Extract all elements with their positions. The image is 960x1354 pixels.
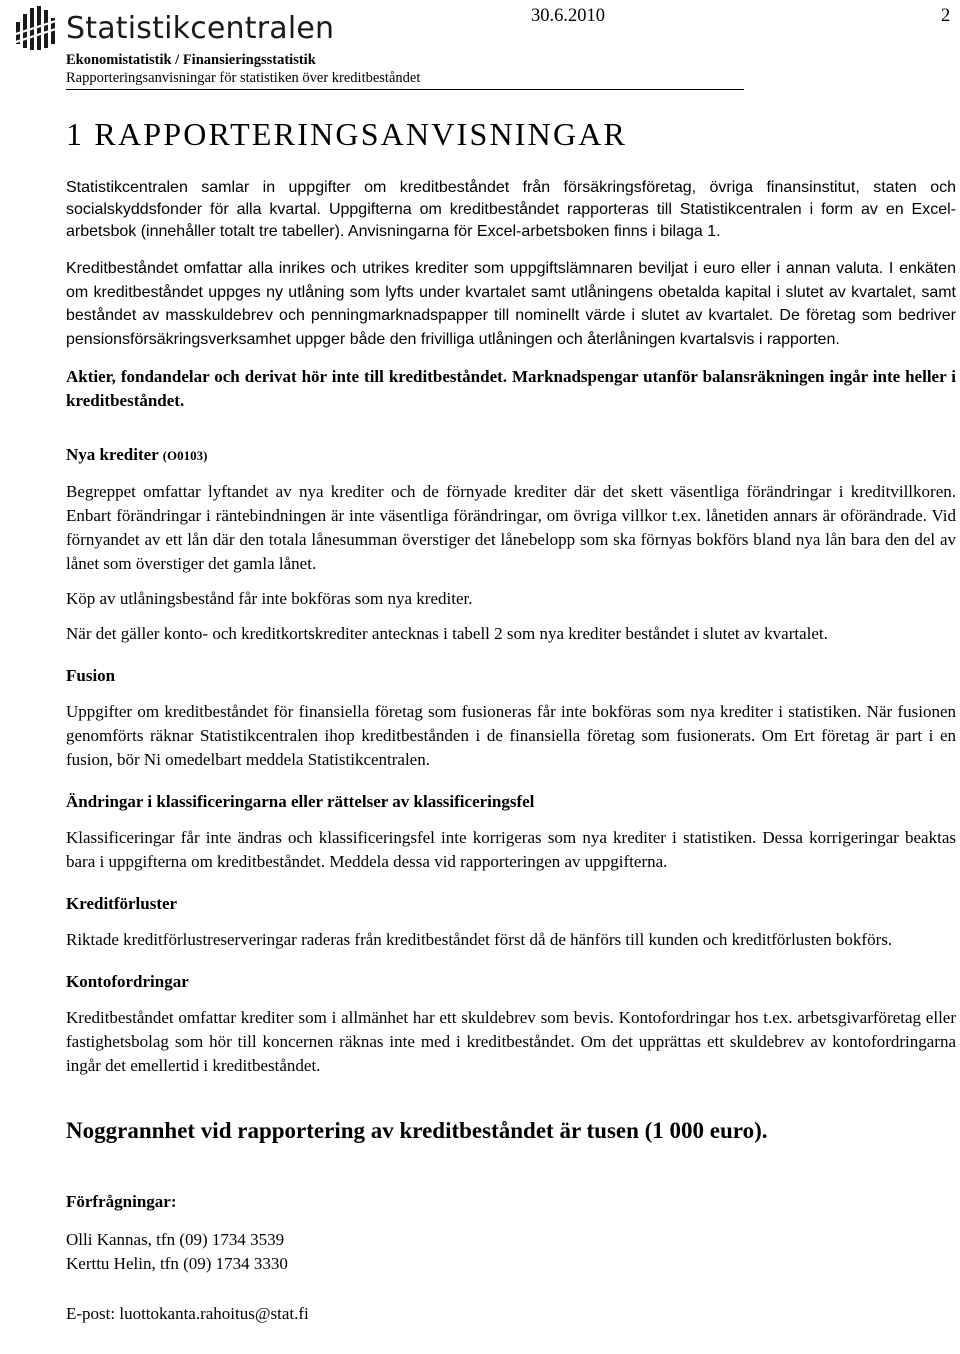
contact-person-1: Olli Kannas, tfn (09) 1734 3539 bbox=[66, 1230, 285, 1249]
kreditforluster-paragraph: Riktade kreditförlustreserveringar raderas från kreditbeståndet först då de hänförs till kunden och kreditförlusten bokförs. bbox=[66, 930, 893, 949]
page-number: 2 bbox=[941, 6, 951, 26]
intro-paragraph-2: Kreditbeståndet omfattar alla inrikes och utrikes krediter som uppgiftslämnaren beviljat i euro eller i annan valuta. I enkäten om kreditbeståndet uppges ny utlåning som lyfts under kvartalet samt utlåningens obetalda kapital i slutet av kvartalet, samt beståndet av masskuldebrev och penningmarknadspapper till nominellt värde i slutet av kvartalet. De företag som bedriver pensionsförsäkringsverksamhet uppger både den frivilliga utlåningen och återlåningen kvartalsvis i rapporten. bbox=[66, 260, 956, 348]
intro-p1-b: Uppgifterna om kreditbeståndet rapporteras till Statistikcentralen i form av en Excel-arbetsbok (innehåller totalt tre tabeller). Anvisningarna för Excel-arbetsboken finns i bilaga 1. bbox=[66, 201, 956, 240]
fusion-paragraph: Uppgifter om kreditbeståndet för finansiella företag som fusioneras får inte bokföras som nya krediter i statistiken. När fusionen genomförts räknar Statistikcentralen ihop kreditbestånden i de finansiella företag som fusionerats. Om Ert företag är part i en fusion, bör Ni omedelbart meddela Statistikcentralen. bbox=[66, 702, 956, 769]
nya-krediter-paragraph-3: När det gäller konto- och kreditkortskrediter antecknas i tabell 2 som nya krediter beståndet i slutet av kvartalet. bbox=[66, 624, 828, 643]
logo-text: Statistikcentralen bbox=[66, 11, 335, 46]
section-heading-kontofordringar: Kontofordringar bbox=[66, 972, 189, 991]
section-heading-kreditforluster: Kreditförluster bbox=[66, 894, 178, 913]
accuracy-note: Noggrannhet vid rapportering av kreditbeståndet är tusen (1 000 euro). bbox=[66, 1118, 768, 1143]
intro-p1-a: Statistikcentralen samlar in uppgifter om kreditbeståndet från försäkringsföretag, övriga finansinstitut, staten och socialskyddsfonder för alla kvartal. bbox=[66, 179, 956, 218]
kontofordringar-paragraph: Kreditbeståndet omfattar krediter som i allmänhet har ett skuldebrev som bevis. Kontofordringar hos t.ex. arbetsgivarföretag eller fastighetsbolag som hör till koncernen räknas inte med i kreditbeståndet. Om det upprättas ett skuldebrev av kontofordringarna ingår det emellertid i kreditbeståndet. bbox=[66, 1008, 956, 1075]
section-heading-nya-krediter bbox=[66, 443, 956, 468]
document-title: Rapporteringsanvisningar för statistiken över kreditbeståndet bbox=[66, 70, 421, 86]
header-date: 30.6.2010 bbox=[531, 6, 605, 26]
contact-email: E-post: luottokanta.rahoitus@stat.fi bbox=[66, 1304, 309, 1323]
section-heading-andringar: Ändringar i klassificeringarna eller rättelser av klassificeringsfel bbox=[66, 792, 535, 811]
logo-bars-icon bbox=[14, 4, 60, 52]
header-divider bbox=[66, 89, 744, 90]
contact-person-2: Kerttu Helin, tfn (09) 1734 3330 bbox=[66, 1254, 288, 1273]
nya-krediter-code: (O0103) bbox=[162, 448, 208, 463]
andringar-paragraph: Klassificeringar får inte ändras och klassificeringsfel inte korrigeras som nya krediter i statistiken. Dessa korrigeringar beaktas bara i uppgifterna om kreditbeståndet. Meddela dessa vid rapporteringen av uppgifterna. bbox=[66, 828, 956, 871]
intro-paragraph-1 bbox=[66, 177, 956, 243]
nya-krediter-title: Nya krediter bbox=[66, 445, 159, 464]
chapter-title: 1 RAPPORTERINGSANVISNINGAR bbox=[66, 116, 628, 152]
nya-krediter-paragraph-2: Köp av utlåningsbestånd får inte bokföras som nya krediter. bbox=[66, 589, 473, 608]
document-body bbox=[66, 177, 956, 1326]
statistikcentralen-logo bbox=[14, 4, 334, 52]
nya-krediter-paragraph-1: Begreppet omfattar lyftandet av nya krediter och de förnyade krediter där det skett väsentliga förändringar i kreditvillkoren. Enbart förändringar i räntebindningen är inte väsentliga förändringar, om övriga villkor t.ex. lånetiden annars är oförändrade. Vid förnyandet av ett lån där den totala lånesumman överstiger det lånebelopp som ska förnyas bokförs bland nya lån bara den del av lånet som överstiger det gamla lånet. bbox=[66, 482, 956, 573]
department-label: Ekonomistatistik / Finansieringsstatistik bbox=[66, 52, 316, 68]
contacts-heading: Förfrågningar: bbox=[66, 1192, 177, 1211]
section-heading-fusion: Fusion bbox=[66, 666, 116, 685]
intro-bold-paragraph: Aktier, fondandelar och derivat hör inte till kreditbeståndet. Marknadspengar utanför balansräkningen ingår inte heller i kreditbeståndet. bbox=[66, 367, 956, 410]
